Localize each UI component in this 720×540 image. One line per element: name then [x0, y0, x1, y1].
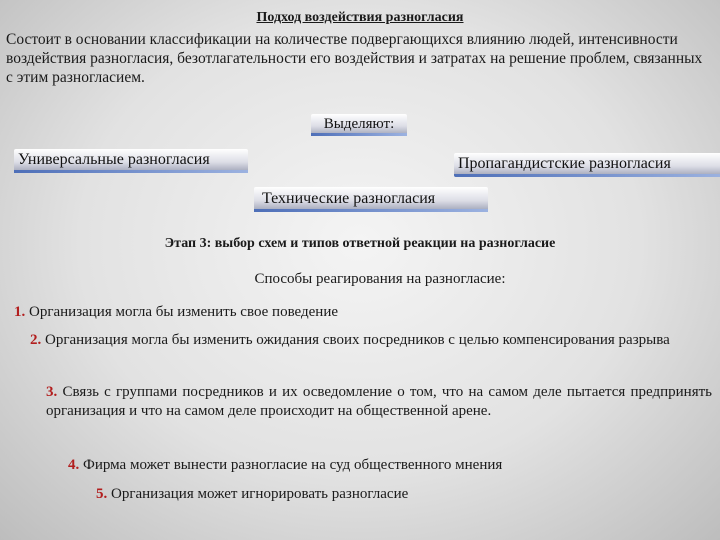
item-number: 5.	[96, 486, 108, 502]
item-number: 2.	[30, 332, 42, 348]
stage-heading: Этап 3: выбор схем и типов ответной реакции на разногласие	[164, 236, 556, 251]
item-number: 3.	[46, 384, 58, 400]
list-item	[96, 485, 696, 504]
select-label: Выделяют:	[323, 116, 395, 132]
list-item	[30, 331, 698, 350]
slide-title: Подход воздействия разногласия	[256, 10, 464, 25]
item-text: Организация может игнорировать разногласие	[107, 486, 409, 502]
propaganda-disagreements-box	[454, 153, 720, 177]
box-accent-bar	[454, 174, 720, 177]
list-item	[68, 456, 708, 475]
item-number: 4.	[68, 457, 80, 473]
select-label-box	[311, 114, 407, 136]
item-text: Связь с группами посредников и их осведомление о том, что на самом деле пытается предпринять организация и что на самом деле происходит на общественной арене.	[46, 384, 712, 419]
box-accent-bar	[254, 209, 488, 212]
item-text: Организация могла бы изменить свое поведение	[25, 304, 339, 320]
technical-disagreements-box	[254, 187, 488, 212]
propaganda-disagreements-label: Пропагандистские разногласия	[458, 155, 671, 172]
list-item	[14, 303, 704, 322]
technical-disagreements-label: Технические разногласия	[262, 190, 436, 207]
universal-disagreements-box	[14, 149, 248, 173]
universal-disagreements-label: Универсальные разногласия	[18, 151, 210, 168]
list-item	[46, 383, 712, 421]
intro-paragraph: Состоит в основании классификации на количестве подвергающихся влиянию людей, интенсивности воздействия разногласия, безотлагательности его воздействия и затратах на решение проблем, связанных с этим разногласием.	[6, 31, 703, 86]
item-number: 1.	[14, 304, 26, 320]
item-text: Организация могла бы изменить ожидания своих посредников с целью компенсирования разрыва	[41, 332, 670, 348]
stage-subheading: Способы реагирования на разногласие:	[254, 271, 506, 287]
item-text: Фирма может вынести разногласие на суд общественного мнения	[79, 457, 503, 473]
box-accent-bar	[311, 133, 407, 136]
box-accent-bar	[14, 170, 248, 173]
